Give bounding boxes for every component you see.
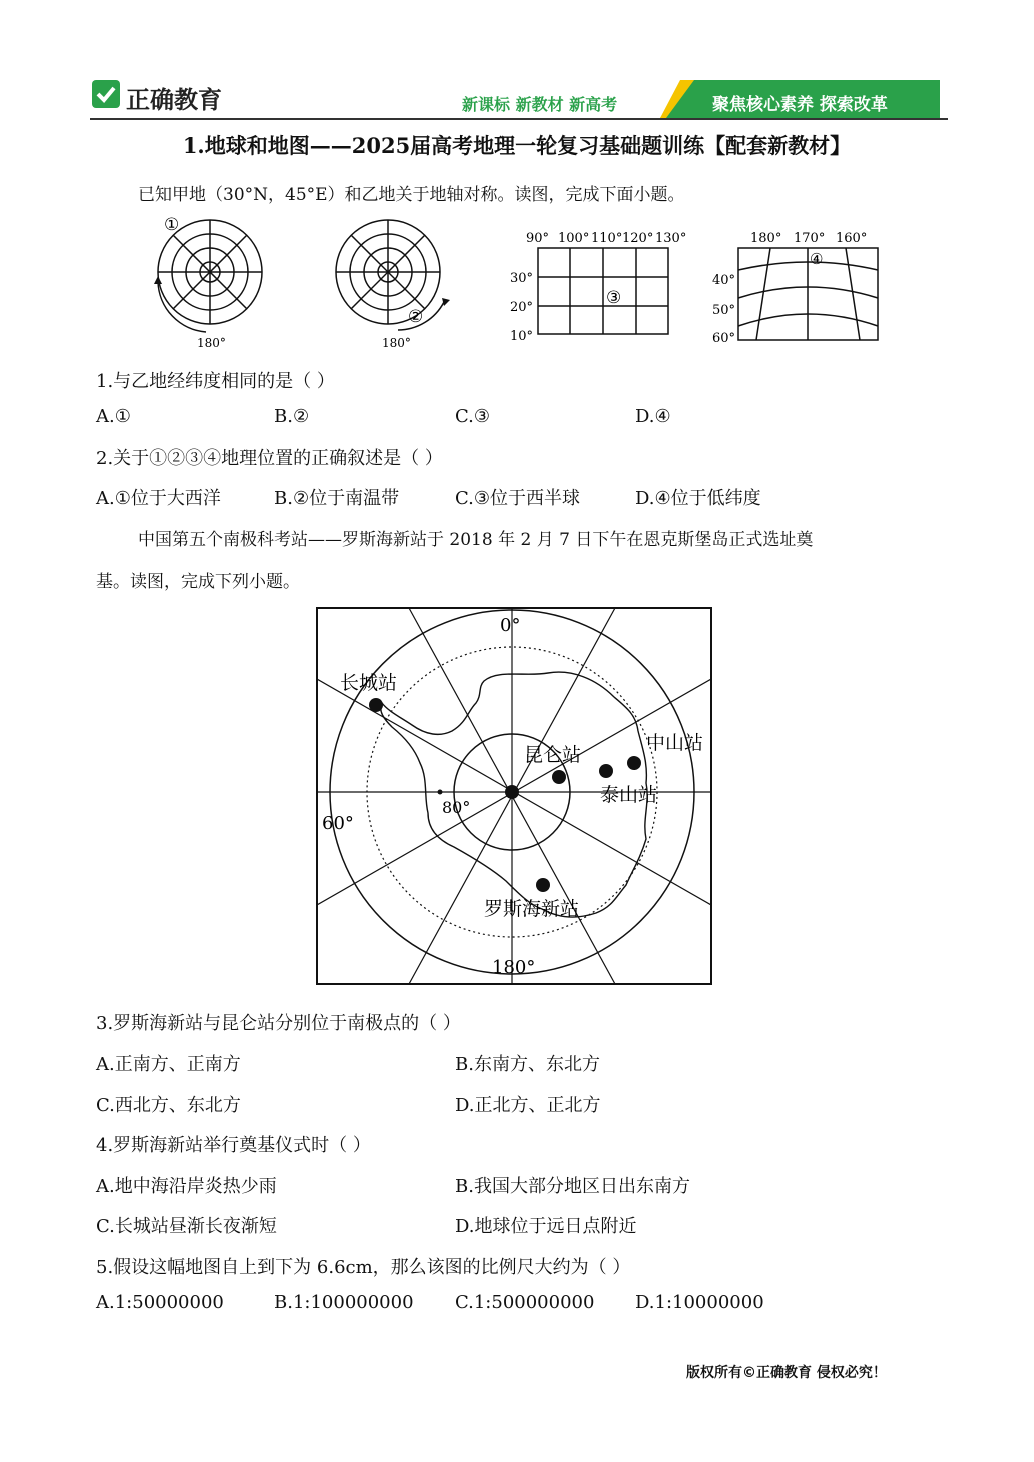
grid-diagram-3 xyxy=(506,226,692,350)
logo-check-icon xyxy=(92,80,120,108)
map-label-kunlun: 昆仑站 xyxy=(524,744,582,766)
question-2-stem: 2.关于①②③④地理位置的正确叙述是（ ） xyxy=(96,448,443,469)
logo-text: 正确教育 xyxy=(126,86,222,114)
question-5-option-d[interactable]: D.1:10000000 xyxy=(635,1292,764,1313)
question-5-stem: 5.假设这幅地图自上到下为 6.6cm，那么该图的比例尺大约为（ ） xyxy=(96,1257,631,1278)
polar2-bottom-label: 180° xyxy=(382,336,411,350)
changcheng-station-point xyxy=(369,698,383,712)
grid3-marker: ③ xyxy=(606,288,622,308)
map-label-changcheng: 长城站 xyxy=(340,672,398,694)
grid3-top-label: 130° xyxy=(655,231,687,246)
grid4-top-label: 180° xyxy=(750,231,782,246)
question-5-option-c[interactable]: C.1:500000000 xyxy=(455,1292,595,1313)
question-2-option-a[interactable]: A.①位于大西洋 xyxy=(96,488,221,509)
intro-paragraph-2-line-2: 基。读图，完成下列小题。 xyxy=(96,572,300,592)
grid4-top-label: 160° xyxy=(836,231,868,246)
question-4-option-b[interactable]: B.我国大部分地区日出东南方 xyxy=(455,1176,690,1197)
antarctic-map xyxy=(316,607,714,987)
question-3-option-a[interactable]: A.正南方、正南方 xyxy=(96,1054,241,1075)
intro-paragraph-1: 已知甲地（30°N，45°E）和乙地关于地轴对称。读图，完成下面小题。 xyxy=(138,185,685,205)
polar2-marker: ② xyxy=(408,307,424,327)
question-2-option-b[interactable]: B.②位于南温带 xyxy=(274,488,400,509)
question-4-option-c[interactable]: C.长城站昼渐长夜渐短 xyxy=(96,1216,277,1237)
grid3-top-label: 120° xyxy=(622,231,654,246)
grid3-top-label: 100° xyxy=(558,231,590,246)
grid4-left-label: 50° xyxy=(712,303,736,318)
grid4-marker: ④ xyxy=(810,250,824,268)
grid3-top-label: 110° xyxy=(591,231,623,246)
question-3-stem: 3.罗斯海新站与昆仑站分别位于南极点的（ ） xyxy=(96,1013,461,1034)
inner-circle-point xyxy=(438,790,443,795)
grid-diagram-4 xyxy=(708,226,884,350)
polar-diagram-1 xyxy=(150,214,270,354)
question-1-option-c[interactable]: C.③ xyxy=(455,406,490,427)
grid4-left-label: 40° xyxy=(712,273,736,288)
kunlun-station-point xyxy=(552,770,566,784)
grid3-top-label: 90° xyxy=(526,231,550,246)
grid3-left-label: 30° xyxy=(510,271,534,286)
header-slogan: 新课标 新教材 新高考 xyxy=(462,95,618,114)
map-label-bottom: 180° xyxy=(492,957,536,978)
question-1-option-b[interactable]: B.② xyxy=(274,406,310,427)
map-label-inner: 80° xyxy=(442,798,471,817)
grid4-left-label: 60° xyxy=(712,331,736,346)
grid3-left-label: 10° xyxy=(510,329,534,344)
question-2-option-c[interactable]: C.③位于西半球 xyxy=(455,488,580,509)
question-5-option-b[interactable]: B.1:100000000 xyxy=(274,1292,414,1313)
luosihai-station-point xyxy=(536,878,550,892)
copyright-footer: 版权所有©正确教育 侵权必究！ xyxy=(686,1365,887,1381)
polar-diagram-2 xyxy=(322,214,462,354)
polar1-bottom-label: 180° xyxy=(197,336,226,350)
question-3-option-d[interactable]: D.正北方、正北方 xyxy=(455,1095,601,1116)
map-label-taishan: 泰山站 xyxy=(600,784,658,806)
page-title: 1.地球和地图——2025届高考地理一轮复习基础题训练【配套新教材】 xyxy=(182,133,852,158)
question-1-option-a[interactable]: A.① xyxy=(96,406,131,427)
grid3-left-label: 20° xyxy=(510,300,534,315)
map-label-left: 60° xyxy=(322,813,354,834)
question-4-option-d[interactable]: D.地球位于远日点附近 xyxy=(455,1216,637,1237)
taishan-station-point xyxy=(599,764,613,778)
polar1-marker: ① xyxy=(164,215,180,235)
question-2-option-d[interactable]: D.④位于低纬度 xyxy=(635,488,761,509)
question-3-option-c[interactable]: C.西北方、东北方 xyxy=(96,1095,241,1116)
intro-paragraph-2-line-1: 中国第五个南极科考站——罗斯海新站于 2018 年 2 月 7 日下午在恩克斯堡岛正式选址奠 xyxy=(138,530,814,550)
header-banner-text: 聚焦核心素养 探索改革 xyxy=(712,95,888,115)
header-divider xyxy=(90,118,948,120)
map-label-top: 0° xyxy=(500,615,521,636)
map-label-zhongshan: 中山站 xyxy=(646,732,704,754)
south-pole-point xyxy=(505,785,519,799)
question-3-option-b[interactable]: B.东南方、东北方 xyxy=(455,1054,600,1075)
question-1-stem: 1.与乙地经纬度相同的是（ ） xyxy=(96,371,335,392)
question-4-option-a[interactable]: A.地中海沿岸炎热少雨 xyxy=(96,1176,277,1197)
question-5-option-a[interactable]: A.1:50000000 xyxy=(96,1292,224,1313)
question-4-stem: 4.罗斯海新站举行奠基仪式时（ ） xyxy=(96,1135,371,1156)
zhongshan-station-point xyxy=(627,756,641,770)
grid4-top-label: 170° xyxy=(794,231,826,246)
map-label-luosihai: 罗斯海新站 xyxy=(484,898,580,920)
question-1-option-d[interactable]: D.④ xyxy=(635,406,671,427)
